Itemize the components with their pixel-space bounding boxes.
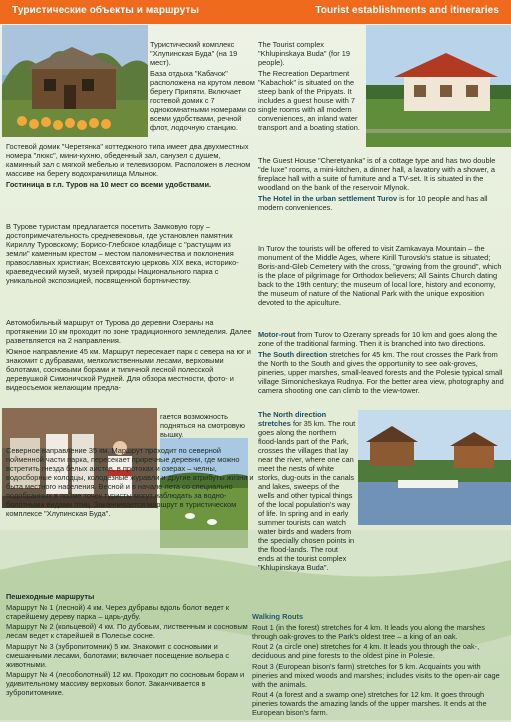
left-complex-text [150,40,258,133]
ru-south: Южное направление 45 км. Маршрут пересекает парк с севера на юг и знакомит с дубравами, мелколиственными лесами, верховыми болотами, сосновыми борами и типичной лесной полесской деревушкой Симоничской Рудней. Для обзора местности, фото- и видеосъемок желающим предла- [6,346,251,392]
en-north-text: for 35 km. The rout goes along the northern flood-lands part of the Park, crosses the villages that lay near the river, where one can meet the nests of white storks, dug-outs in the canals and lakes, sweeps of the wells and other typical things of the local population's way of life. In spring and in early summer tourists can watch water birds and waders from the specially chosen points in the flood-lands. The rout ends at the tourist complex "Khlupinskaya Buda". [258,419,356,572]
header-title-ru: Туристические объекты и маршруты [12,5,200,16]
ru-south-b: гается возможность подняться на смотровую вышку. [160,412,245,439]
en-south-heading: The South direction [258,349,328,359]
right-walk [252,612,508,719]
ru-walk-4: Маршрут № 4 (лесоболотный) 12 км. Проходит по сосновым борам и удивительному массиву верховых болот. Заканчивается в зубропитомнике. [6,670,245,697]
en-motor-text: from Turov to Ozerany spreads for 10 km and goes along the zone of the traditional farming. Then it is branched into two directions. [258,330,498,348]
left-walk [6,592,256,699]
left-auto [6,318,256,393]
right-motor [258,330,506,396]
en-turov: In Turov the tourists will be offered to visit Zamkavaya Mountain – the monument of the Middle Ages, where Kirill Turovski's statue is situated; Boris-and-Gleb Cemetery with the cross, "growing from the ground", which is the place of pilgrimage for Orthodox believers; All Saints Church dating back to the 19th century; the museum of local lore, history and economy, the museum of nature of the National Park with the unique exposition devoted to the apiculture. [258,244,502,307]
ru-turov: В Турове туристам предлагается посетить Замковую гору – достопримечательность средневековья, где установлен памятник Кириллу Туровскому; Борисо-Глебское кладбище с "растущим из земли" каменным крестом – местом паломничества и поклонения православных христиан; Всехсвятскую церковь XIX века, историко-краеведческий музей, музей природы Национального парка с уникальной экспозицией, посвященной бортничеству. [6,222,239,285]
right-north [258,410,356,574]
en-complex-name: The Tourist complex "Khlupinskaya Buda" (for 19 people). [258,40,350,67]
left-cheretyanka [6,142,256,190]
en-walk-4: Rout 4 (a forest and a swamp one) stretches for 12 km. It goes through pineries towards the amazing lands of the upper marshes. It ends at the European bison's farm. [252,690,487,717]
en-hotel-heading: The Hotel in the urban settlement Turov [258,193,398,203]
en-walk-1: Rout 1 (in the forest) stretches for 4 km. It leads you along the marshes through oak-groves to the Park's oldest tree – a king of an oak. [252,622,485,641]
en-motor-heading: Motor-rout [258,330,296,339]
ru-walk-2: Маршрут № 2 (кольцевой) 4 км. По дубовым, лиственным и сосновым лесам ведет к старейшей в Полесье сосне. [6,622,248,640]
ru-hotel: Гостиница в г.п. Туров на 10 мест со всеми удобствами. [6,179,212,189]
en-south-text: stretches for 45 km. The rout crosses the Park from the North to the South and gives the opportunity to see oak-groves, pineries, upper marshes, small-leaved forests and the Polesie typical small village Simonicheskaya Rudnya. For the better area view, photography and camera shooting one can climb to the view-tower. [258,349,504,395]
ru-walk-heading: Пешеходные маршруты [6,592,95,601]
photo-river-houses [358,410,511,525]
en-hotel-text: is for 10 people and has all modern conveniences. [258,193,488,212]
photo-wooden-house [2,25,148,137]
left-south-cont [160,412,256,441]
header-bar [0,0,511,24]
ru-north: Северное направление 35 км. Маршрут проходит по северной пойменной части парка, пересекает приречные деревни, где можно встретить гнезда белых аистов, в протоках и озерах – челны, водосборные колодцы, колодезные журавли и другие атрибуты жизни и быта местного населения. Весной и в начале лета со специально подобранных в пойме точек туристы могут наблюдать за водно-болотными видами птиц. Заканчивается маршрут в туристическом комплексе "Хлупинская Буда". [6,446,254,518]
ru-complex-name: Туристический комплекс "Хлупинская Буда" (на 19 мест). [150,40,238,67]
en-walk-2: Rout 2 (a circle one) stretches for 4 km. It leads you through the oak-, deciduous and pine forests to the oldest pine in Polesie. [252,642,480,660]
right-complex-text [258,40,366,133]
ru-auto: Автомобильный маршрут от Турова до деревни Озераны на протяжении 10 км проходит по зоне традиционного земледелия. Далее разветвляется на 2 направления. [6,318,252,345]
left-turov [6,222,256,287]
en-walk-heading: Walking Routs [252,612,304,621]
ru-walk-1: Маршрут № 1 (лесной) 4 км. Через дубравы вдоль болот ведет к старейшему дереву парка – царь-дубу. [6,602,229,621]
photo-cottage [366,25,511,147]
ru-walk-3: Маршрут № 3 (зубропитомник) 5 км. Знакомит с сосновыми и смешанными лесами, болотами; включает посещение вольера с животными. [6,641,230,669]
ru-kabachok: База отдыха "Кабачок" расположена на крутом левом берегу Припяти. Включает гостевой домик с 7 однокомнатными номерами со всеми удобствами, речной флот, лодочную станцию. [150,68,256,132]
right-cheretyanka [258,156,506,213]
en-cheretyanka: The Guest House "Cheretyanka" is of a cottage type and has two double "de luxe" rooms, a mini-kitchen, a dinner hall, a lavatory with a shower, a fireplace hall with a suite of furniture and a TV-set. It is situated in the woodland on the bank of the reservoir Mlynok. [258,156,496,192]
left-north [6,446,256,520]
right-turov [258,244,506,309]
ru-cheretyanka: Гостевой домик "Черетянка" коттеджного типа имеет два двухместных номера "люкс", мини-кухню, обеденный зал, санузел с душем, каминный зал с мягкой мебелью и телевизором. Расположен в лесном массиве на берегу водохранилища Млынок. [6,142,251,178]
header-title-en: Tourist establishments and itineraries [315,5,499,16]
en-kabachok: The Recreation Department "Kabachok" is situated on the steep bank of the Pripyats. It includes a guest house with 7 single rooms with all modern conveniences, an inland water transport and a boating station. [258,68,360,132]
en-north-heading: The North direction stretches [258,410,327,428]
en-walk-3: Rout 3 (European bison's farm) stretches for 5 km. Acquaints you with pineries and mixed woods and marshes; includes visits to the open-air cage with the animals. [252,661,500,689]
